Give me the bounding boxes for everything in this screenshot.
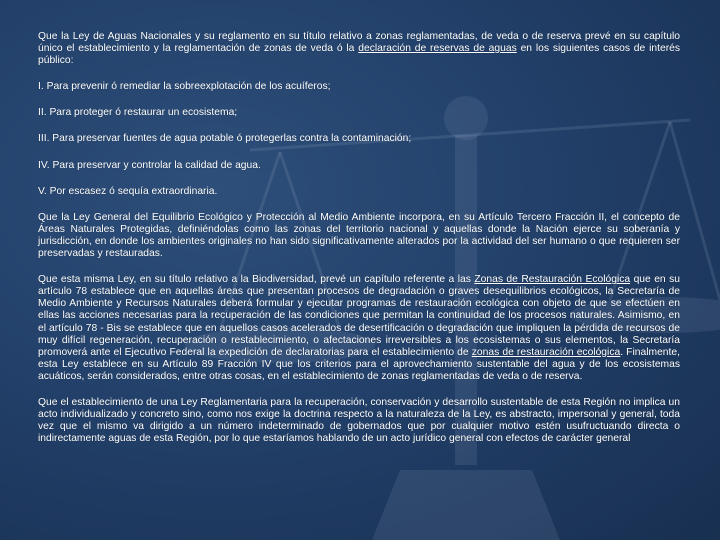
intro-text-end: en los siguientes casos de interés público: <box>38 43 681 67</box>
list-item-3: III. Para preservar fuentes de agua potable ó protegerlas contra la contaminación; <box>38 133 412 145</box>
zonas-restauracion-link-2[interactable]: zonas de restauración ecológica <box>471 346 621 358</box>
intro-paragraph <box>38 31 680 67</box>
biodiversity-text-2: que en su artículo 78 establece que en aquellas áreas que presentan procesos de degradación o graves desequilibrios ecológicos, la Secretaría de Medio Ambiente y Recursos Naturales deberá formular y ejecutar programas de restauración ecológica con objeto de que se efectúen en ellas las acciones necesarias para la recuperación de las condiciones que permitan la continuidad de los procesos naturales. Asimismo, en el artículo 78 - Bis se establece que en aquellos casos acelerados de desertificación o degradación que impliquen la pérdida de recursos de muy difícil regeneración, recuperación o restablecimiento, o afectaciones irreversibles a los ecosistemas o sus elementos, la Secretaría promoverá ante el Ejecutivo Federal la expedición de declaratorias para el establecimiento de <box>38 274 680 358</box>
list-item-1: I. Para prevenir ó remediar la sobreexplotación de los acuíferos; <box>38 81 331 93</box>
list-item-4: IV. Para preservar y controlar la calidad de agua. <box>38 159 261 171</box>
declaracion-reservas-link[interactable]: declaración de reservas de aguas <box>358 43 517 55</box>
intro-text-start: Que la Ley de Aguas Nacionales y su reglamento en su título relativo a zonas reglamentadas, de veda o de reserva prevé en su capítulo único el establecimiento y la reglamentación de zonas de veda ó la <box>38 31 680 55</box>
list-item-5: V. Por escasez ó sequía extraordinaria. <box>38 185 218 197</box>
biodiversity-text-3: . Finalmente, esta Ley establece en su Artículo 89 Fracción IV que los criterios para el aprovechamiento sustentable del agua y de los ecosistemas acuáticos, serán considerados, entre otras cosas, en el establecimiento de zonas reglamentadas de veda o de reserva. <box>38 346 680 382</box>
list-item-2: II. Para proteger ó restaurar un ecosistema; <box>38 107 238 119</box>
ley-reglamentaria-paragraph: Que el establecimiento de una Ley Reglamentaria para la recuperación, conservación y desarrollo sustentable de esta Región no implica un acto individualizado y concreto sino, como nos exige la doctrina respecto a la naturaleza de la Ley, es abstracto, impersonal y general, toda vez que el mismo va dirigido a un número indeterminado de gobernados que por cualquier motivo estén usufructuando directa o indirectamente aguas de esta Región, por lo que estaríamos hablando de un acto jurídico general con efectos de carácter general <box>38 396 680 445</box>
zonas-restauracion-link[interactable]: Zonas de Restauración Ecológica <box>474 274 631 286</box>
biodiversity-paragraph <box>38 274 680 383</box>
lgeepa-paragraph: Que la Ley General del Equilibrio Ecológico y Protección al Medio Ambiente incorpora, en su Artículo Tercero Fracción II, el concepto de Áreas Naturales Protegidas, definiéndolas como las zonas del territorio nacional y aquellas donde la Nación ejerce su soberanía y jurisdicción, en donde los ambientes originales no han sido significativamente alterados por la actividad del ser humano o que requieren ser preservadas y restauradas. <box>38 211 680 260</box>
biodiversity-text-1: Que esta misma Ley, en su título relativo a la Biodiversidad, prevé un capítulo referente a las <box>38 274 475 286</box>
document-body <box>38 31 680 459</box>
